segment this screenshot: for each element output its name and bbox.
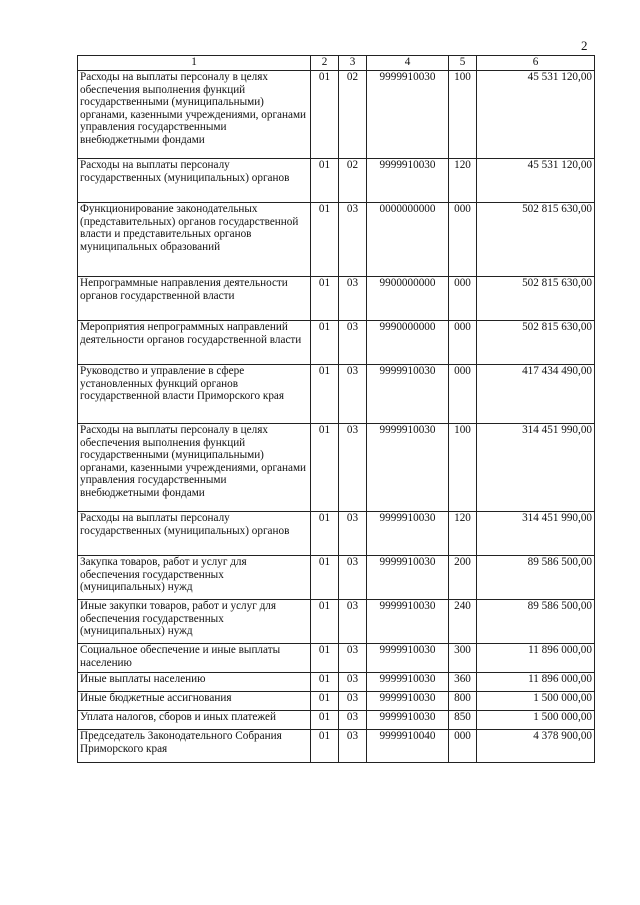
column-header: 4 [367, 56, 449, 71]
amount-cell: 314 451 990,00 [477, 512, 595, 556]
target-article-cell: 0000000000 [367, 203, 449, 277]
subsection-code-cell: 03 [339, 424, 367, 512]
subsection-code-cell: 03 [339, 277, 367, 321]
expense-type-cell: 100 [449, 424, 477, 512]
subsection-code-cell: 03 [339, 365, 367, 424]
section-code-cell: 01 [311, 71, 339, 159]
row-name-cell: Расходы на выплаты персоналу в целях обеспечения выполнения функций государственными (муниципальными) органами, казенными учреждениями, органами управления государственными внебюджетными фондами [78, 71, 311, 159]
column-header: 1 [78, 56, 311, 71]
target-article-cell: 9999910030 [367, 159, 449, 203]
amount-cell: 89 586 500,00 [477, 556, 595, 600]
target-article-cell: 9999910040 [367, 730, 449, 763]
target-article-cell: 9999910030 [367, 556, 449, 600]
section-code-cell: 01 [311, 600, 339, 644]
expense-type-cell: 000 [449, 203, 477, 277]
table-row [78, 644, 595, 673]
table-row [78, 673, 595, 692]
table-row [78, 600, 595, 644]
expense-type-cell: 120 [449, 159, 477, 203]
expense-type-cell: 240 [449, 600, 477, 644]
column-header: 2 [311, 56, 339, 71]
row-name-cell: Функционирование законодательных (представительных) органов государственной власти и представительных органов муниципальных образований [78, 203, 311, 277]
subsection-code-cell: 02 [339, 71, 367, 159]
row-name-cell: Иные бюджетные ассигнования [78, 692, 311, 711]
target-article-cell: 9999910030 [367, 71, 449, 159]
target-article-cell: 9999910030 [367, 365, 449, 424]
section-code-cell: 01 [311, 512, 339, 556]
expense-type-cell: 100 [449, 71, 477, 159]
section-code-cell: 01 [311, 711, 339, 730]
target-article-cell: 9990000000 [367, 321, 449, 365]
row-name-cell: Непрограммные направления деятельности органов государственной власти [78, 277, 311, 321]
row-name-cell: Уплата налогов, сборов и иных платежей [78, 711, 311, 730]
subsection-code-cell: 03 [339, 600, 367, 644]
section-code-cell: 01 [311, 673, 339, 692]
section-code-cell: 01 [311, 424, 339, 512]
row-name-cell: Расходы на выплаты персоналу в целях обеспечения выполнения функций государственными (муниципальными) органами, казенными учреждениями, органами управления государственными внебюджетными фондами [78, 424, 311, 512]
budget-table [77, 55, 595, 763]
expense-type-cell: 000 [449, 730, 477, 763]
column-header: 5 [449, 56, 477, 71]
amount-cell: 1 500 000,00 [477, 692, 595, 711]
target-article-cell: 9999910030 [367, 512, 449, 556]
row-name-cell: Мероприятия непрограммных направлений деятельности органов государственной власти [78, 321, 311, 365]
section-code-cell: 01 [311, 644, 339, 673]
subsection-code-cell: 03 [339, 673, 367, 692]
amount-cell: 11 896 000,00 [477, 673, 595, 692]
amount-cell: 11 896 000,00 [477, 644, 595, 673]
subsection-code-cell: 02 [339, 159, 367, 203]
amount-cell: 4 378 900,00 [477, 730, 595, 763]
expense-type-cell: 800 [449, 692, 477, 711]
expense-type-cell: 850 [449, 711, 477, 730]
row-name-cell: Председатель Законодательного Собрания Приморского края [78, 730, 311, 763]
subsection-code-cell: 03 [339, 203, 367, 277]
subsection-code-cell: 03 [339, 711, 367, 730]
row-name-cell: Расходы на выплаты персоналу государственных (муниципальных) органов [78, 159, 311, 203]
row-name-cell: Иные закупки товаров, работ и услуг для обеспечения государственных (муниципальных) нужд [78, 600, 311, 644]
row-name-cell: Иные выплаты населению [78, 673, 311, 692]
expense-type-cell: 000 [449, 365, 477, 424]
row-name-cell: Социальное обеспечение и иные выплаты населению [78, 644, 311, 673]
amount-cell: 417 434 490,00 [477, 365, 595, 424]
table-row [78, 71, 595, 159]
table-row [78, 711, 595, 730]
row-name-cell: Закупка товаров, работ и услуг для обеспечения государственных (муниципальных) нужд [78, 556, 311, 600]
expense-type-cell: 000 [449, 321, 477, 365]
amount-cell: 314 451 990,00 [477, 424, 595, 512]
amount-cell: 45 531 120,00 [477, 159, 595, 203]
section-code-cell: 01 [311, 159, 339, 203]
section-code-cell: 01 [311, 556, 339, 600]
target-article-cell: 9999910030 [367, 644, 449, 673]
table-row [78, 424, 595, 512]
amount-cell: 502 815 630,00 [477, 203, 595, 277]
amount-cell: 89 586 500,00 [477, 600, 595, 644]
table-row [78, 159, 595, 203]
page-number: 2 [581, 38, 588, 53]
section-code-cell: 01 [311, 321, 339, 365]
subsection-code-cell: 03 [339, 692, 367, 711]
target-article-cell: 9999910030 [367, 600, 449, 644]
section-code-cell: 01 [311, 277, 339, 321]
amount-cell: 502 815 630,00 [477, 277, 595, 321]
table-row [78, 321, 595, 365]
amount-cell: 1 500 000,00 [477, 711, 595, 730]
subsection-code-cell: 03 [339, 644, 367, 673]
target-article-cell: 9999910030 [367, 424, 449, 512]
row-name-cell: Руководство и управление в сфере установленных функций органов государственной власти Приморского края [78, 365, 311, 424]
column-header: 3 [339, 56, 367, 71]
section-code-cell: 01 [311, 692, 339, 711]
row-name-cell: Расходы на выплаты персоналу государственных (муниципальных) органов [78, 512, 311, 556]
table-header-row [78, 56, 595, 71]
amount-cell: 502 815 630,00 [477, 321, 595, 365]
expense-type-cell: 360 [449, 673, 477, 692]
table-row [78, 556, 595, 600]
expense-type-cell: 120 [449, 512, 477, 556]
expense-type-cell: 000 [449, 277, 477, 321]
target-article-cell: 9999910030 [367, 711, 449, 730]
section-code-cell: 01 [311, 730, 339, 763]
table-row [78, 692, 595, 711]
section-code-cell: 01 [311, 203, 339, 277]
expense-type-cell: 300 [449, 644, 477, 673]
target-article-cell: 9999910030 [367, 692, 449, 711]
target-article-cell: 9999910030 [367, 673, 449, 692]
subsection-code-cell: 03 [339, 556, 367, 600]
amount-cell: 45 531 120,00 [477, 71, 595, 159]
table-row [78, 365, 595, 424]
table-row [78, 512, 595, 556]
table-row [78, 203, 595, 277]
subsection-code-cell: 03 [339, 512, 367, 556]
subsection-code-cell: 03 [339, 730, 367, 763]
table-row [78, 277, 595, 321]
section-code-cell: 01 [311, 365, 339, 424]
table-row [78, 730, 595, 763]
expense-type-cell: 200 [449, 556, 477, 600]
subsection-code-cell: 03 [339, 321, 367, 365]
target-article-cell: 9900000000 [367, 277, 449, 321]
column-header: 6 [477, 56, 595, 71]
